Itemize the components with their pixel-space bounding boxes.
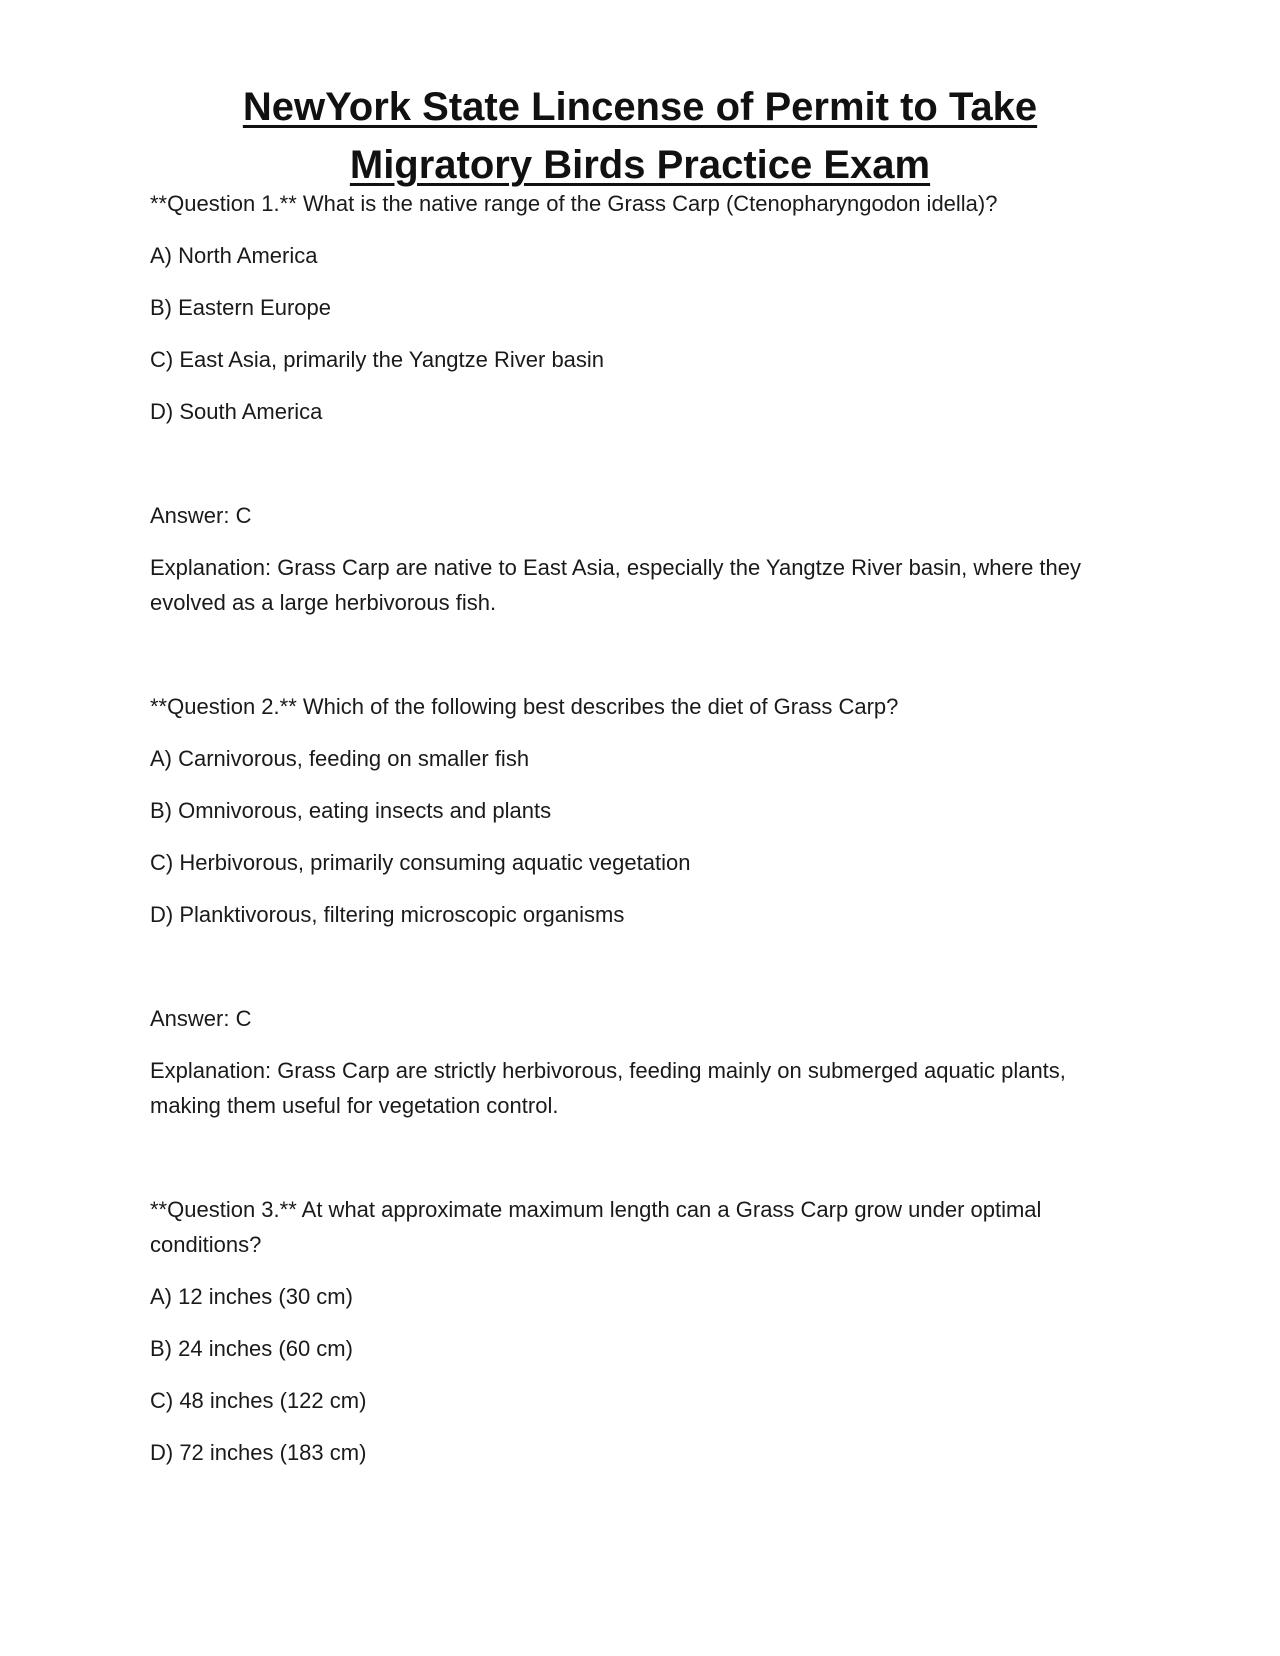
correct-answer: Answer: C [150,503,252,528]
question-prompt: **Question 1.** What is the native range of the Grass Carp (Ctenopharyngodon idella)? [150,191,998,216]
answer-option: B) Eastern Europe [150,295,331,320]
answer-option: A) North America [150,243,318,268]
answer-option: A) Carnivorous, feeding on smaller fish [150,746,530,771]
question-block-2 [150,689,1110,1123]
answer-option: D) Planktivorous, filtering microscopic organisms [150,902,625,927]
question-block-3 [150,1192,1110,1470]
question-block-1 [150,186,1110,620]
question-prompt: **Question 3.** At what approximate maximum length can a Grass Carp grow under optimal conditions? [150,1197,1042,1257]
document-body [150,186,1110,1487]
answer-option: B) 24 inches (60 cm) [150,1336,353,1361]
document-title: NewYork State Lincense of Permit to Take Migratory Birds Practice Exam [242,85,1038,187]
answer-option: A) 12 inches (30 cm) [150,1284,353,1309]
correct-answer: Answer: C [150,1006,252,1031]
answer-option: C) East Asia, primarily the Yangtze River basin [150,347,605,372]
answer-option: C) 48 inches (122 cm) [150,1388,367,1413]
answer-option: D) 72 inches (183 cm) [150,1440,367,1465]
answer-explanation: Explanation: Grass Carp are strictly herbivorous, feeding mainly on submerged aquatic plants, making them useful for vegetation control. [150,1058,1066,1118]
question-prompt: **Question 2.** Which of the following best describes the diet of Grass Carp? [150,694,899,719]
answer-option: C) Herbivorous, primarily consuming aquatic vegetation [150,850,691,875]
answer-explanation: Explanation: Grass Carp are native to East Asia, especially the Yangtze River basin, where they evolved as a large herbivorous fish. [150,555,1082,615]
answer-option: D) South America [150,399,323,424]
answer-option: B) Omnivorous, eating insects and plants [150,798,552,823]
